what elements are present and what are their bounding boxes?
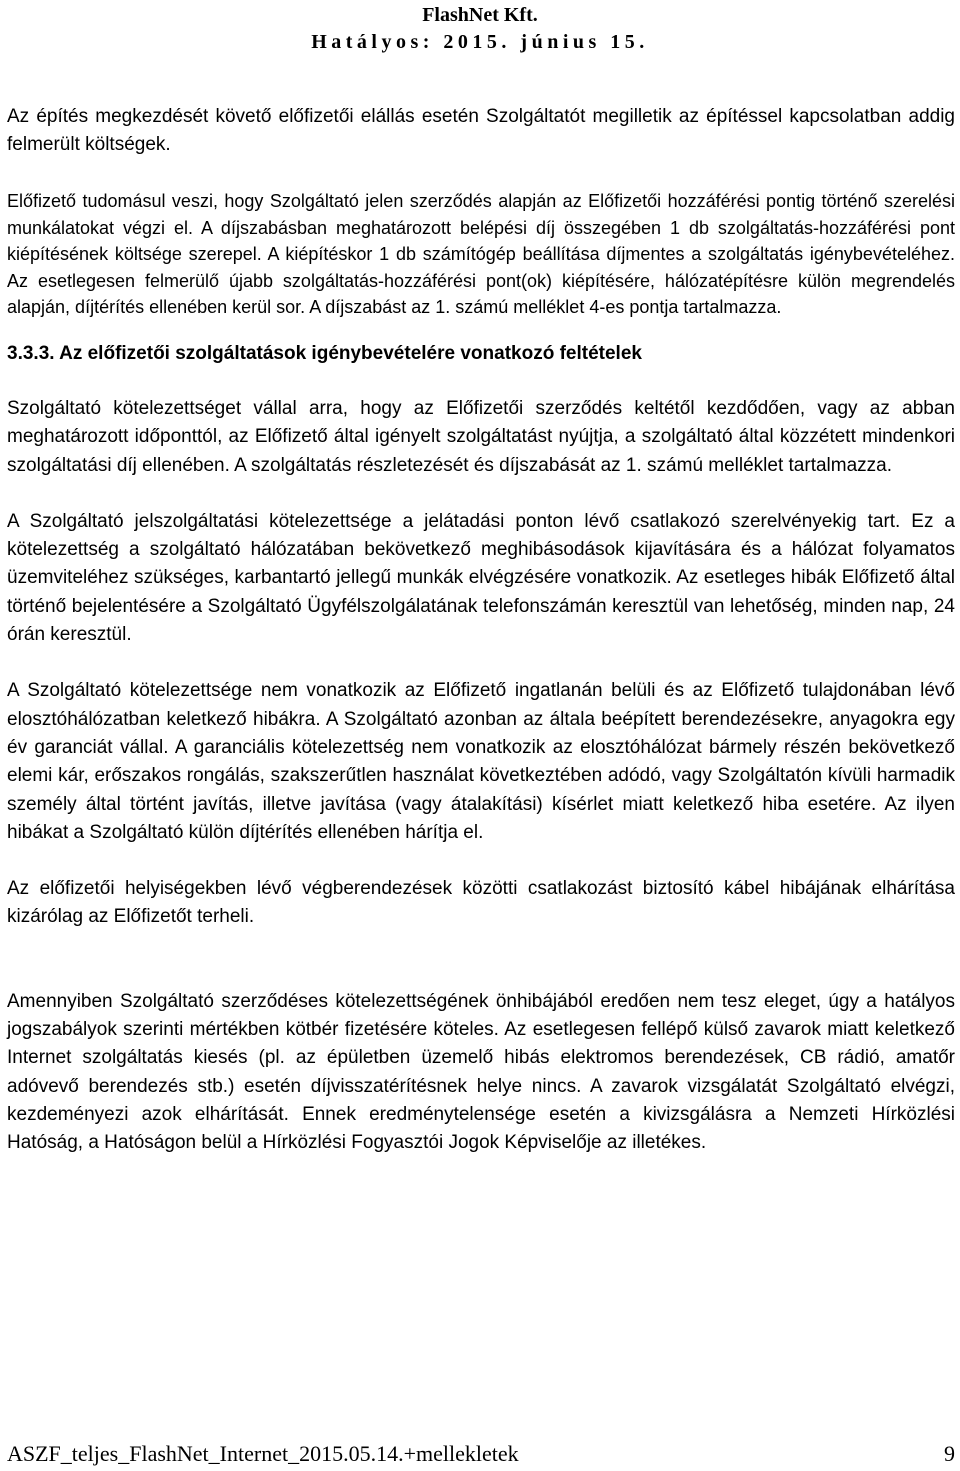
- paragraph-service-obligation: Szolgáltató kötelezettséget vállal arra, hogy az Előfizetői szerződés keltétől kezdődően, vagy az abban meghatározott időponttól, az Előfizető által igényelt szolgáltatást nyújtja, a szolgáltató által közzétett mindenkori szolgáltatási díj ellenében. A szolgáltatás részletezését és díjszabását az 1. számú melléklet tartalmazza.: [7, 397, 955, 476]
- paragraph-installation-scope: Előfizető tudomásul veszi, hogy Szolgáltató jelen szerződés alapján az Előfizetői hozzáférési pontig történő szerelési munkálatokat végzi el. A díjszabásban meghatározott belépési díj összegében 1 db szolgáltatás-hozzáférési pont kiépítésének költsége szerepel. A kiépítéskor 1 db számítógép beállítása díjmentes a szolgáltatás igénybevételéhez. Az esetlegesen felmerülő újabb szolgáltatás-hozzáférési pont(ok) kiépítésére, hálózatépítésre külön megrendelés alapján, díjtérítés ellenében kerül sor. A díjszabást az 1. számú melléklet 4-es pontja tartalmazza.: [7, 191, 955, 318]
- footer-page-number: 9: [944, 1441, 955, 1466]
- paragraph-construction-withdrawal: Az építés megkezdését követő előfizetői elállás esetén Szolgáltatót megilletik az építéssel kapcsolatban addig felmerült költségek.: [7, 106, 955, 155]
- company-name: FlashNet Kft.: [422, 4, 538, 26]
- paragraph-penalty: Amennyiben Szolgáltató szerződéses kötelezettségének önhibájából eredően nem tesz eleget, úgy a hatályos jogszabályok szerinti mértékben kötbér fizetésére köteles. Az esetlegesen fellépő külső zavarok miatt keletkező Internet szolgáltatás kiesés (pl. az épületben üzemelő hibás elektromos berendezések, CB rádió, amatőr adóvevő berendezés stb.) esetén díjvisszatérítésnek helye nincs. A zavarok vizsgálatát Szolgáltató elvégzi, kezdeményezi azok elhárítását. Ennek eredménytelensége esetén a kivizsgálásra a Nemzeti Hírközlési Hatóság, a Hatóságon belül a Hírközlési Fogyasztói Jogok Képviselője az illetékes.: [7, 990, 955, 1154]
- paragraph-signal-obligation: A Szolgáltató jelszolgáltatási kötelezettsége a jelátadási ponton lévő csatlakozó szerelvényekig tart. Ez a kötelezettség a szolgáltató hálózatában bekövetkező meghibásodások kijavítására és a hálózat folyamatos üzemviteléhez szükséges, karbantartó jellegű munkák elvégzésére vonatkozik. Az esetleges hibák Előfizető által történő bejelentésére a Szolgáltató Ügyfélszolgálatának telefonszámán keresztül van lehetőség, minden nap, 24 órán keresztül.: [7, 510, 955, 646]
- effective-date: Hatályos: 2015. június 15.: [311, 31, 649, 53]
- footer-document-name: ASZF_teljes_FlashNet_Internet_2015.05.14.+mellekletek: [7, 1441, 519, 1466]
- paragraph-warranty: A Szolgáltató kötelezettsége nem vonatkozik az Előfizető ingatlanán belüli és az Előfizető tulajdonában lévő elosztóhálózatban keletkező hibákra. A Szolgáltató azonban az általa beépített berendezésekre, anyagokra egy év garanciát vállal. A garanciális kötelezettség nem vonatkozik az elosztóhálózat bármely részén bekövetkező elemi kár, erőszakos rongálás, szakszerűtlen használat következtében adódó, vagy Szolgáltatón kívüli harmadik személy által történt javítás, illetve javítása (vagy átalakítási) kísérlet miatt keletkező hiba esetére. Az ilyen hibákat a Szolgáltató külön díjtérítés ellenében hárítja el.: [7, 680, 955, 843]
- section-heading-3-3-3: 3.3.3. Az előfizetői szolgáltatások igénybevételére vonatkozó feltételek: [7, 342, 642, 364]
- page-header: [0, 2, 960, 56]
- document-body: [7, 103, 955, 1186]
- paragraph-cable-faults: Az előfizetői helyiségekben lévő végberendezések közötti csatlakozást biztosító kábel hibájának elhárítása kizárólag az Előfizetőt terheli.: [7, 878, 955, 928]
